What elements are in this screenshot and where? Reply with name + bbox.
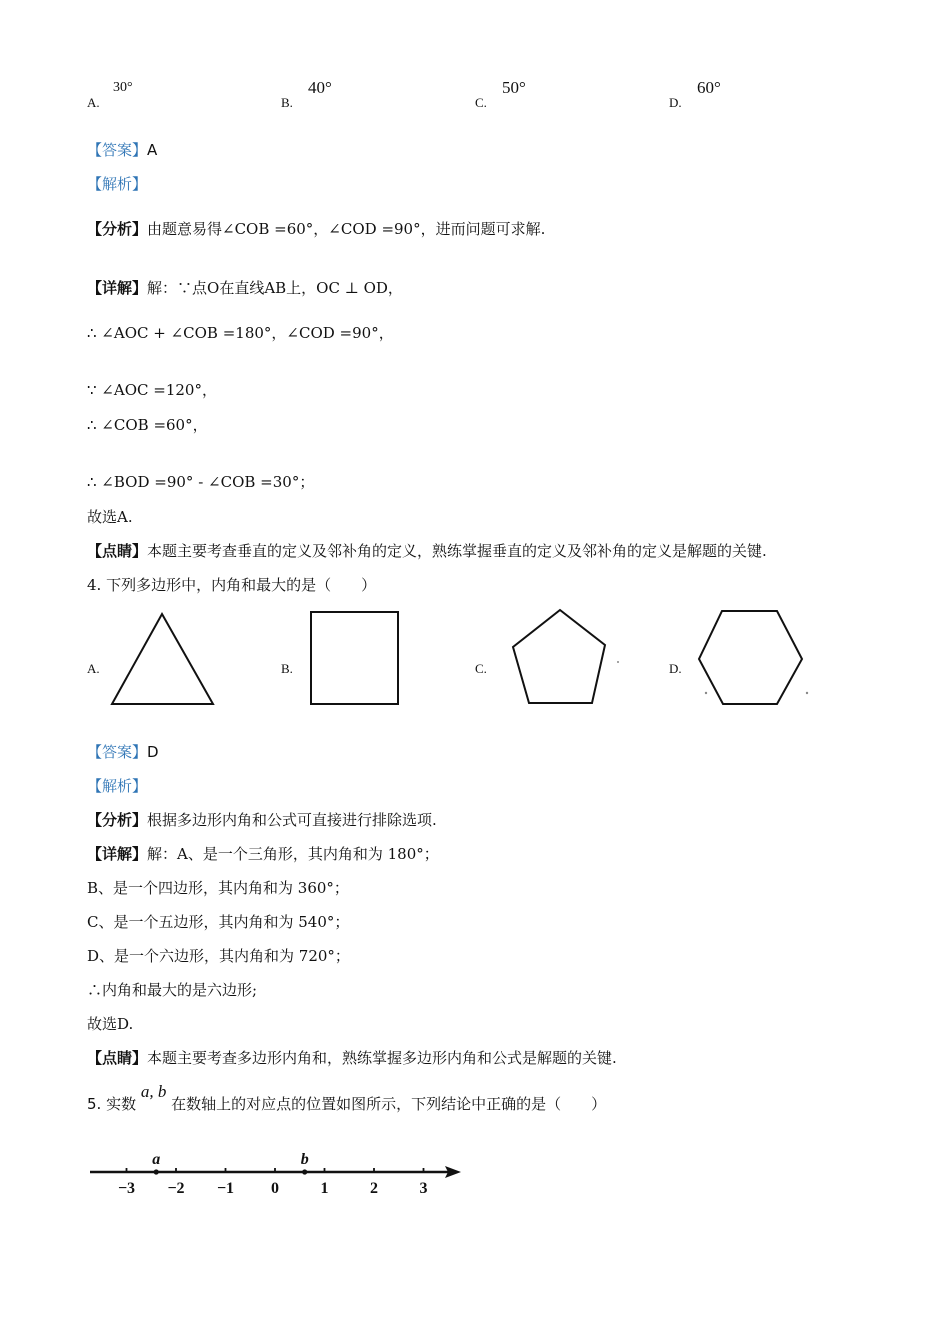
triangle-figure	[105, 608, 220, 710]
xiangjie-text: 解：A、是一个三角形，其内角和为 180°；	[147, 845, 439, 863]
q4-question: 4. 下列多边形中，内角和最大的是（ ）	[87, 576, 377, 594]
square-figure	[305, 606, 405, 710]
q4-answer-line	[87, 741, 159, 762]
number-line-tick-label: 2	[370, 1180, 378, 1197]
q5-vars: a, b	[140, 1082, 167, 1101]
number-line-point-a-label: a	[152, 1151, 161, 1168]
q3-option-d-value: 60°	[697, 78, 721, 97]
q5-suffix: 在数轴上的对应点的位置如图所示，下列结论中正确的是（ ）	[171, 1095, 607, 1113]
q4-option-a-letter: A.	[87, 661, 100, 676]
answer-tag: 【答案】	[87, 743, 148, 761]
pentagon-figure	[505, 602, 625, 710]
q3-analysis-tag: 【解析】	[87, 175, 148, 193]
q5-question	[87, 1082, 607, 1114]
q4-conclusion: ∴内角和最大的是六边形;	[87, 981, 258, 999]
number-line-tick-label: −3	[117, 1180, 136, 1197]
xiangjie-tag: 【详解】	[87, 279, 148, 297]
number-line-tick-label: −1	[216, 1180, 235, 1197]
q4-line-d: D、是一个六边形，其内角和为 720°；	[87, 947, 350, 965]
q5-prefix: 实数	[106, 1095, 137, 1113]
q3-step-1: ∴ ∠AOC + ∠COB =180°，∠COD =90°，	[87, 324, 394, 342]
fenxi-tag: 【分析】	[87, 220, 148, 238]
q5-number: 5.	[87, 1095, 102, 1113]
q4-dianjing-line	[87, 1047, 617, 1068]
number-line-tick-label: 1	[320, 1180, 329, 1197]
q3-option-a-letter: A.	[87, 95, 100, 110]
number-line	[85, 1145, 470, 1205]
q3-dianjing-line	[87, 540, 767, 561]
q3-step-2: ∵ ∠AOC =120°，	[87, 381, 217, 399]
q3-option-a-value: 30°	[113, 80, 133, 95]
fenxi-text: 由题意易得∠COB =60°，∠COD =90°，进而问题可求解.	[147, 220, 546, 238]
q4-analysis-tag: 【解析】	[87, 777, 148, 795]
number-line-tick-label: 0	[271, 1180, 279, 1197]
q3-choose: 故选A.	[87, 508, 133, 526]
dianjing-text: 本题主要考查垂直的定义及邻补角的定义，熟练掌握垂直的定义及邻补角的定义是解题的关键.	[147, 542, 767, 560]
xiangjie-tag: 【详解】	[87, 845, 148, 863]
q3-option-c-letter: C.	[475, 95, 487, 110]
number-line-point-b	[302, 1169, 307, 1174]
number-line-point-a	[154, 1169, 159, 1174]
q4-line-b: B、是一个四边形，其内角和为 360°；	[87, 879, 349, 897]
fenxi-text: 根据多边形内角和公式可直接进行排除选项.	[147, 811, 437, 829]
number-line-tick-label: −2	[167, 1180, 185, 1197]
q3-answer-line	[87, 139, 157, 160]
q3-option-b-letter: B.	[281, 95, 293, 110]
answer-value: D	[147, 743, 159, 761]
dianjing-tag: 【点睛】	[87, 542, 148, 560]
number-line-point-b-label: b	[300, 1151, 309, 1168]
q3-option-c-value: 50°	[502, 78, 526, 97]
q3-fenxi-line	[87, 218, 545, 239]
q3-xiangjie-line	[87, 277, 403, 298]
q4-fenxi-line	[87, 809, 437, 830]
q3-option-d-letter: D.	[669, 95, 682, 110]
fenxi-tag: 【分析】	[87, 811, 148, 829]
q4-option-b-letter: B.	[281, 661, 293, 676]
xiangjie-text: 解：∵点O在直线AB上，OC ⊥ OD，	[147, 279, 403, 297]
q4-option-c-letter: C.	[475, 661, 487, 676]
q4-option-d-letter: D.	[669, 661, 682, 676]
dianjing-tag: 【点睛】	[87, 1049, 148, 1067]
q4-choose: 故选D.	[87, 1015, 134, 1033]
q4-xiangjie-line	[87, 843, 439, 864]
q3-option-b-value: 40°	[308, 78, 332, 97]
answer-tag: 【答案】	[87, 141, 148, 159]
q3-step-4: ∴ ∠BOD =90° - ∠COB =30°；	[87, 473, 315, 491]
q3-step-3: ∴ ∠COB =60°，	[87, 416, 208, 434]
hexagon-figure	[690, 605, 815, 711]
q4-line-c: C、是一个五边形，其内角和为 540°；	[87, 913, 350, 931]
dianjing-text: 本题主要考查多边形内角和，熟练掌握多边形内角和公式是解题的关键.	[147, 1049, 617, 1067]
number-line-tick-label: 3	[419, 1180, 428, 1197]
answer-value: A	[147, 141, 158, 159]
